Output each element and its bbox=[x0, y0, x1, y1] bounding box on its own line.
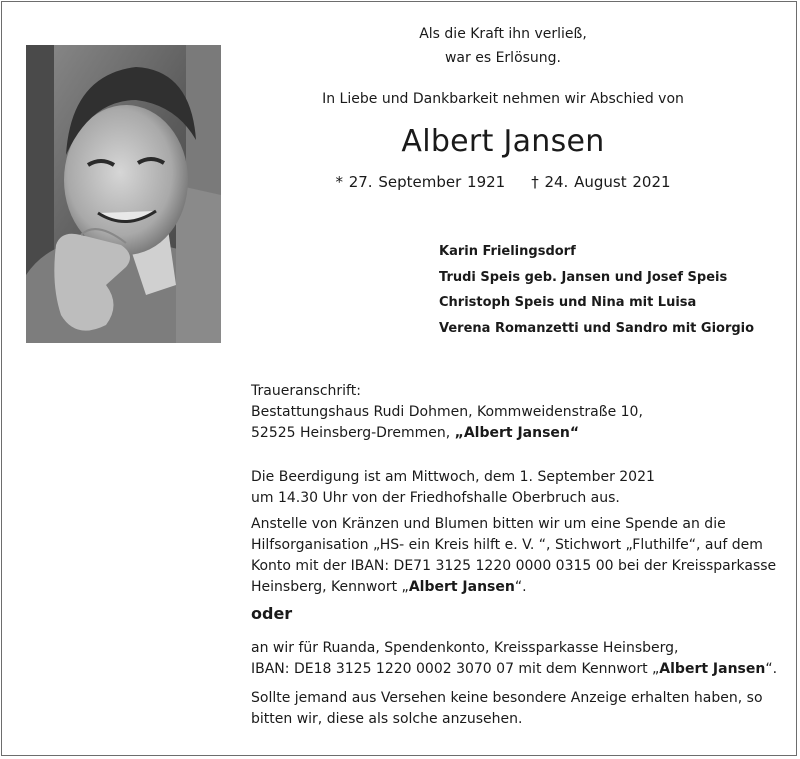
closing-line: Sollte jemand aus Versehen keine besondere Anzeige erhalten haben, so bbox=[251, 690, 763, 706]
address-line: 52525 Heinsberg-Dremmen, „Albert Jansen“ bbox=[251, 425, 580, 441]
donation-line: Anstelle von Kränzen und Blumen bitten wir um eine Spende an die bbox=[251, 516, 726, 532]
memorial-quote bbox=[240, 22, 766, 70]
portrait-illustration bbox=[26, 45, 221, 343]
alternative-separator: oder bbox=[251, 604, 293, 623]
life-dates bbox=[240, 171, 766, 193]
portrait-photo bbox=[26, 45, 221, 343]
alternative-line: an wir für Ruanda, Spendenkonto, Kreissparkasse Heinsberg, bbox=[251, 640, 679, 656]
alternative-donation bbox=[251, 638, 778, 680]
mourner-entry: Trudi Speis geb. Jansen und Josef Speis bbox=[439, 269, 728, 285]
farewell-intro: In Liebe und Dankbarkeit nehmen wir Abschied von bbox=[322, 91, 684, 107]
donation-line: Hilfsorganisation „HS- ein Kreis hilft e. V. “, Stichwort „Fluthilfe“, auf dem bbox=[251, 537, 763, 553]
mourner-entry: Karin Frielingsdorf bbox=[439, 244, 576, 259]
alternative-line: IBAN: DE18 3125 1220 0002 3070 07 mit dem Kennwort „Albert Jansen“. bbox=[251, 661, 778, 677]
quote-line: war es Erlösung. bbox=[444, 50, 562, 66]
address-line: Bestattungshaus Rudi Dohmen, Kommweidenstraße 10, bbox=[251, 404, 643, 420]
deceased-name: Albert Jansen bbox=[401, 124, 605, 159]
closing-line: bitten wir, diese als solche anzusehen. bbox=[251, 711, 523, 727]
funeral-info bbox=[251, 467, 771, 509]
donation-info bbox=[251, 514, 777, 598]
condolence-address bbox=[251, 381, 771, 444]
quote-line: Als die Kraft ihn verließ, bbox=[419, 26, 587, 42]
mourners-list bbox=[439, 239, 754, 341]
mourner-entry: Verena Romanzetti und Sandro mit Giorgio bbox=[439, 320, 755, 336]
donation-line: Heinsberg, Kennwort „Albert Jansen“. bbox=[251, 579, 527, 595]
address-label: Traueranschrift: bbox=[251, 383, 361, 399]
mourner-entry: Christoph Speis und Nina mit Luisa bbox=[439, 295, 697, 310]
birth-date: * 27. September 1921 bbox=[335, 173, 506, 191]
funeral-line: Die Beerdigung ist am Mittwoch, dem 1. September 2021 bbox=[251, 469, 655, 485]
closing-note bbox=[251, 688, 771, 730]
donation-line: Konto mit der IBAN: DE71 3125 1220 0000 0315 00 bei der Kreissparkasse bbox=[251, 558, 777, 574]
death-date: † 24. August 2021 bbox=[531, 173, 671, 191]
funeral-line: um 14.30 Uhr von der Friedhofshalle Oberbruch aus. bbox=[251, 490, 620, 506]
